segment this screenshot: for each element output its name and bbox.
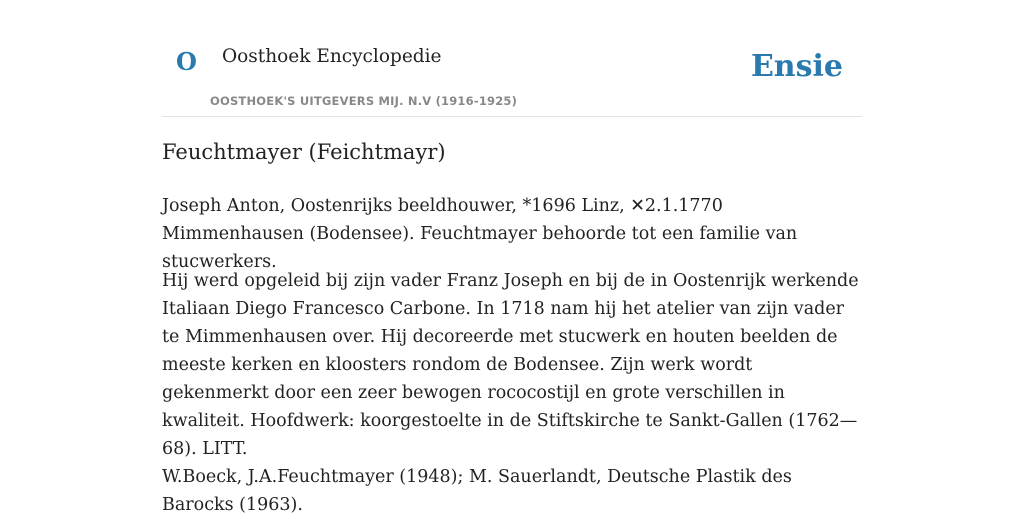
- header: [162, 0, 862, 117]
- entry-references: W.Boeck, J.A.Feuchtmayer (1948); M. Sauerlandt, Deutsche Plastik des Barocks (1963).: [162, 467, 792, 515]
- publication-subtitle: OOSTHOEK'S UITGEVERS MIJ. N.V (1916-1925): [210, 94, 518, 108]
- page-container: [162, 0, 862, 515]
- entry-paragraph: Hij werd opgeleid bij zijn vader Franz Joseph en bij de in Oostenrijk werkende Italiaan Diego Francesco Carbone. In 1718 nam hij het atelier van zijn vader te Mimmenhausen over. Hij decoreerde met stucwerk en houten beelden de meeste kerken en kloosters rondom de Bodensee. Zijn werk wordt gekenmerkt door een zeer bewogen rococostijl en grote verschillen in kwaliteit. Hoofdwerk: koorgestoelte in de Stiftskirche te Sankt-Gallen (1762—68). LITT.: [162, 271, 859, 459]
- brand-logo[interactable]: Ensie: [750, 49, 843, 84]
- publication-title[interactable]: Oosthoek Encyclopedie: [222, 46, 442, 67]
- publication-logo[interactable]: O: [176, 47, 197, 76]
- entry-paragraph: Joseph Anton, Oostenrijks beeldhouwer, *1696 Linz, ✕2.1.1770 Mimmenhausen (Bodensee). Feuchtmayer behoorde tot een familie van stucwerkers.: [162, 196, 798, 272]
- entry-title: Feuchtmayer (Feichtmayr): [162, 140, 446, 164]
